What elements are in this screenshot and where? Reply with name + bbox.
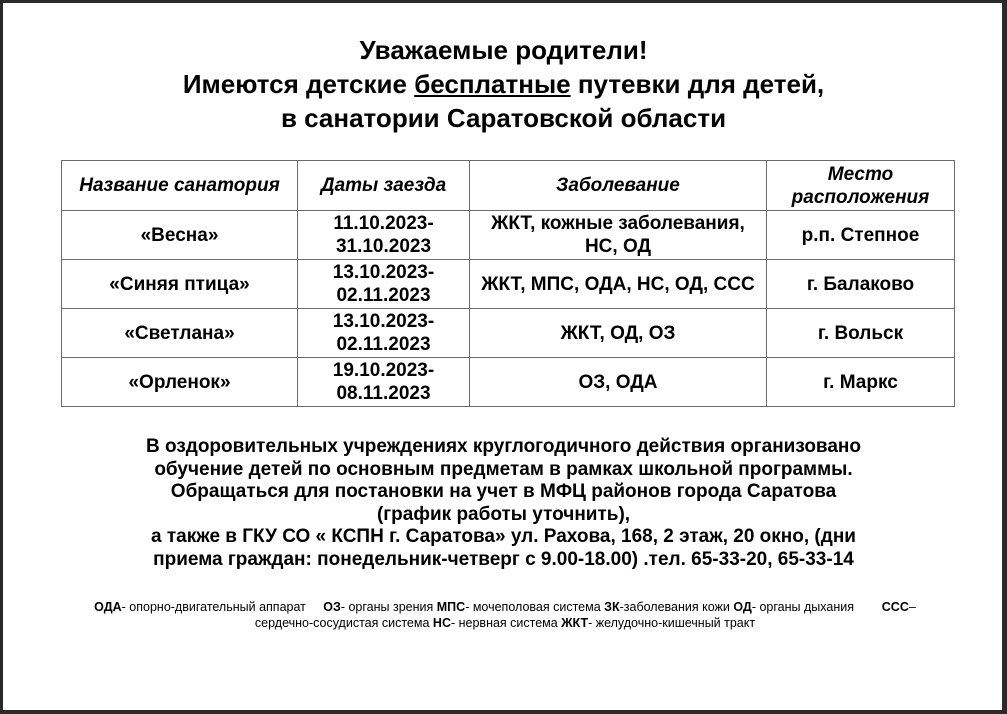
header-sanatorium-name: Название санатория	[62, 161, 298, 211]
header-disease: Заболевание	[470, 161, 767, 211]
legend-text: - органы дыхания	[751, 600, 854, 614]
legend-text: - опорно-двигательный аппарат	[121, 600, 306, 614]
legend-abbr: ОДА	[94, 600, 122, 614]
cell-disease: ЖКТ, ОД, ОЗ	[470, 309, 767, 358]
info-line-1: В оздоровительных учреждениях круглогодичного действия организовано	[145, 436, 862, 457]
cell-dates: 11.10.2023-31.10.2023	[298, 211, 470, 260]
legend-item	[604, 600, 730, 614]
legend-abbr: ЗК	[604, 600, 620, 614]
cell-dates: 13.10.2023-02.11.2023	[298, 309, 470, 358]
cell-name: «Орленок»	[62, 358, 298, 407]
cell-place: г. Балаково	[767, 260, 955, 309]
cell-place: г. Вольск	[767, 309, 955, 358]
legend-item	[437, 600, 601, 614]
legend-abbr: ССС	[881, 600, 909, 614]
table-row	[62, 358, 955, 407]
abbreviation-legend	[90, 599, 920, 631]
cell-dates: 19.10.2023-08.11.2023	[298, 358, 470, 407]
table-row	[62, 260, 955, 309]
title-underlined-word: бесплатные	[414, 69, 571, 99]
table-header-row	[62, 161, 955, 211]
sanatorium-table	[61, 160, 955, 407]
legend-item	[433, 616, 558, 630]
cell-place: г. Маркс	[767, 358, 955, 407]
header-arrival-dates: Даты заезда	[298, 161, 470, 211]
legend-text: - желудочно-кишечный тракт	[588, 616, 756, 630]
title-line-2	[0, 67, 1007, 101]
legend-item	[733, 600, 854, 614]
table-row	[62, 211, 955, 260]
cell-disease: ОЗ, ОДА	[470, 358, 767, 407]
legend-item	[561, 616, 755, 630]
title-line-3: в санатории Саратовской области	[280, 103, 727, 133]
info-line-2: обучение детей по основным предметам в рамках школьной программы.	[154, 458, 853, 480]
frame-border-bottom	[0, 710, 1007, 714]
frame-border-top	[0, 0, 1007, 3]
cell-name: «Весна»	[62, 211, 298, 260]
cell-dates: 13.10.2023-02.11.2023	[298, 260, 470, 309]
legend-text: – сердечно-сосудистая система	[254, 600, 916, 630]
info-line-4: (график работы уточнить),	[376, 503, 631, 525]
cell-place: р.п. Степное	[767, 211, 955, 260]
legend-abbr: ОЗ	[323, 600, 341, 614]
title-line-2-end: путевки для детей,	[570, 69, 825, 99]
legend-item	[323, 600, 433, 614]
header-location: Место расположения	[767, 161, 955, 211]
legend-text: -заболевания кожи	[619, 600, 730, 614]
info-line-3: Обращаться для постановки на учет в МФЦ районов города Саратова	[170, 481, 837, 502]
cell-disease: ЖКТ, кожные заболевания, НС, ОД	[470, 211, 767, 260]
legend-abbr: ОД	[733, 600, 752, 614]
cell-disease: ЖКТ, МПС, ОДА, НС, ОД, ССС	[470, 260, 767, 309]
legend-item	[94, 600, 306, 614]
title-line-1: Уважаемые родители!	[359, 35, 648, 65]
legend-abbr: ЖКТ	[561, 616, 589, 630]
legend-text: - нервная система	[450, 616, 558, 630]
legend-text: - органы зрения	[340, 600, 434, 614]
legend-abbr: НС	[432, 616, 451, 630]
legend-abbr: МПС	[436, 600, 466, 614]
cell-name: «Светлана»	[62, 309, 298, 358]
cell-name: «Синяя птица»	[62, 260, 298, 309]
legend-text: - мочеполовая система	[465, 600, 601, 614]
info-paragraph	[0, 436, 1007, 571]
info-line-5: а также в ГКУ СО « КСПН г. Саратова» ул. Рахова, 168, 2 этаж, 20 окно, (дни	[151, 526, 856, 547]
info-line-6: приема граждан: понедельник-четверг с 9.00-18.00) .тел. 65-33-20, 65-33-14	[153, 548, 854, 570]
document-title	[0, 33, 1007, 135]
table-row	[62, 309, 955, 358]
title-line-2-start: Имеются детские	[182, 69, 415, 99]
